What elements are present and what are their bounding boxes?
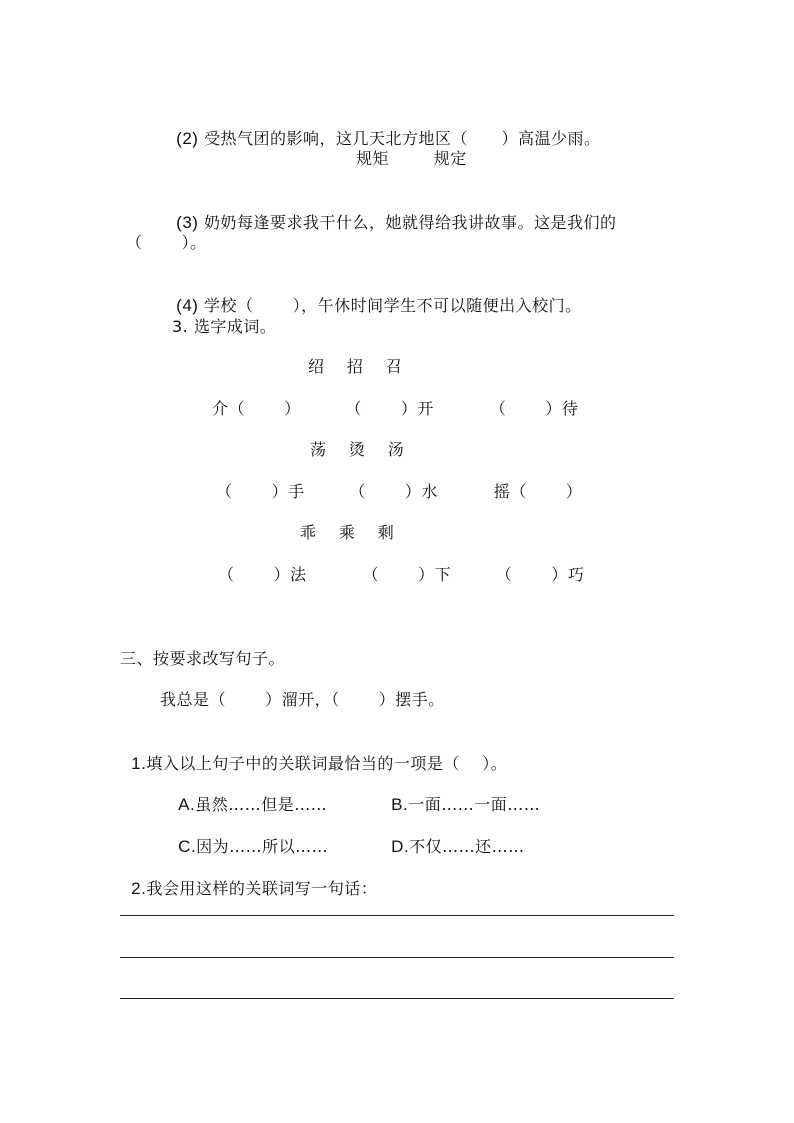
- section-3-title: 3. 选字成词。: [172, 317, 277, 336]
- question-3: [165, 190, 617, 234]
- option-b-letter: B.: [391, 795, 409, 814]
- answer-line-3[interactable]: [120, 998, 674, 999]
- question-2-number: (2): [176, 129, 199, 148]
- example-sentence: 我总是（ ）溜开，（ ）摆手。: [160, 690, 445, 709]
- question-2: [165, 106, 601, 150]
- question-3-text: 奶奶每逢要求我干什么，她就得给我讲故事。这是我们的: [198, 213, 617, 232]
- option-d-text: 不仅……还……: [409, 837, 525, 856]
- item-1-text: 填入以上句子中的关联词最恰当的一项是（ ）。: [146, 754, 508, 773]
- option-d[interactable]: [380, 814, 525, 858]
- option-a[interactable]: [167, 772, 327, 816]
- group-2-chars: 荡 烫 汤: [310, 440, 405, 459]
- answer-line-1[interactable]: [120, 915, 674, 916]
- option-a-text: 虽然……但是……: [195, 795, 328, 814]
- question-4-text: 学校（ ），午休时间学生不可以随便出入校门。: [198, 296, 582, 315]
- item-2-text: 我会用这样的关联词写一句话：: [146, 879, 378, 898]
- group-1-blanks: 介（ ） （ ）开 （ ）待: [212, 399, 579, 418]
- option-c-letter: C.: [178, 837, 197, 856]
- group-3-blanks: （ ）法 （ ）下 （ ）巧: [218, 565, 585, 584]
- question-4: [165, 273, 582, 317]
- answer-line-2[interactable]: [120, 957, 674, 958]
- option-a-letter: A.: [178, 795, 196, 814]
- group-3-chars: 乖 乘 剩: [300, 523, 395, 542]
- option-b-text: 一面……一面……: [408, 795, 541, 814]
- question-3-continuation: （ ）。: [126, 233, 207, 252]
- option-c-text: 因为……所以……: [196, 837, 329, 856]
- question-4-number: (4): [176, 296, 199, 315]
- item-1-number: 1.: [131, 754, 147, 773]
- question-3-number: (3): [176, 213, 199, 232]
- item-1: [120, 731, 507, 775]
- option-c[interactable]: [167, 814, 328, 858]
- part-3-title: 三、按要求改写句子。: [120, 649, 286, 668]
- question-2-text: 受热气团的影响，这几天北方地区（ ）高温少雨。: [198, 129, 601, 148]
- word-options: 规矩 规定: [356, 149, 467, 168]
- item-2-number: 2.: [131, 879, 147, 898]
- item-2: [120, 856, 377, 900]
- option-d-letter: D.: [391, 837, 410, 856]
- group-1-chars: 绍 招 召: [308, 357, 403, 376]
- group-2-blanks: （ ）手 （ ）水 摇（ ）: [216, 482, 583, 501]
- option-b[interactable]: [380, 772, 540, 816]
